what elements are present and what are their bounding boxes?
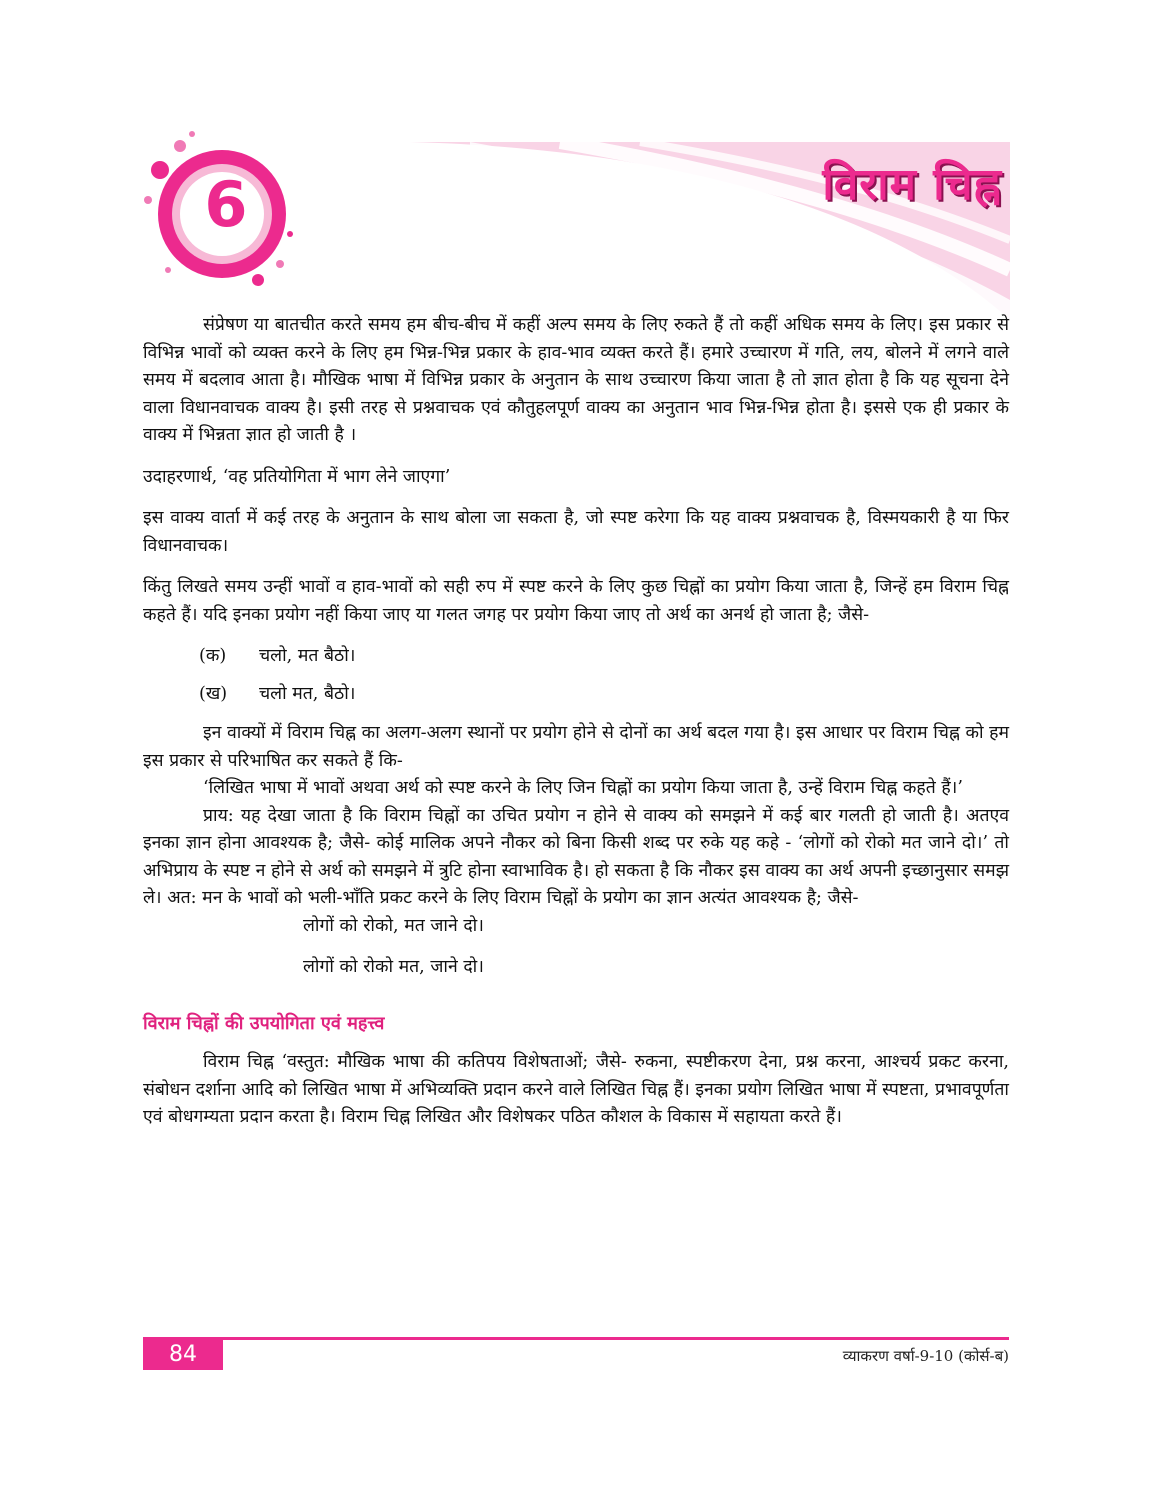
example-label: (ख) <box>199 683 228 704</box>
book-title: व्याकरण वर्षा-9-10 (कोर्स-ब) <box>842 1347 1009 1365</box>
page-number: 84 <box>143 1340 223 1370</box>
example-center-line-2: लोगों को रोको मत, जाने दो। <box>303 957 484 977</box>
paragraph-tone: इस वाक्य वार्ता में कई तरह के अनुतान के साथ बोला जा सकता है, जो स्पष्ट करेगा कि यह वाक्य प्रश्नवाचक है, विस्मयकारी है या फिर विधानवाचक। <box>143 508 1009 556</box>
paragraph-importance: प्राय: यह देखा जाता है कि विराम चिह्नों का उचित प्रयोग न होने से वाक्य को समझने में कई बार गलती हो जाती है। अतएव इनका ज्ञान होना आवश्यक है; जैसे- कोई मालिक अपने नौकर को बिना किसी शब्द पर रुके यह कहे - ‘लोगों को रोको मत जाने दो।’ तो अभिप्राय के स्पष्ट न होने से अर्थ को समझने में त्रुटि होना स्वाभाविक है। हो सकता है कि नौकर इस वाक्य का अर्थ अपनी इच्छानुसार समझ ले। अत: मन के भावों को भली-भाँति प्रकट करने के लिए विराम चिह्नों के प्रयोग का ज्ञान अत्यंत आवश्यक है; जैसे- <box>143 805 1009 908</box>
example-item-a <box>143 643 1009 671</box>
chapter-number: 6 <box>204 168 248 241</box>
paragraph-explanation: इन वाक्यों में विराम चिह्न का अलग-अलग स्थानों पर प्रयोग होने से दोनों का अर्थ बदल गया है। इस आधार पर विराम चिह्न को हम इस प्रकार से परिभाषित कर सकते हैं कि- <box>143 723 1010 771</box>
example-text: चलो, मत बैठो। <box>259 646 356 666</box>
section-heading: विराम चिह्नों की उपयोगिता एवं महत्त्व <box>143 1012 385 1034</box>
paragraph-utility: विराम चिह्न ‘वस्तुत: मौखिक भाषा की कतिपय विशेषताओं; जैसे- रुकना, स्पष्टीकरण देना, प्रश्न करना, आश्चर्य प्रकट करना, संबोधन दर्शाना आदि को लिखित भाषा में अभिव्यक्ति प्रदान करने वाले लिखित चिह्न हैं। इनका प्रयोग लिखित भाषा में स्पष्टता, प्रभावपूर्णता एवं बोधगम्यता प्रदान करता है। विराम चिह्न लिखित और विशेषकर पठित कौशल के विकास में सहायता करते हैं। <box>143 1052 1009 1127</box>
paragraph-intro: संप्रेषण या बातचीत करते समय हम बीच-बीच में कहीं अल्प समय के लिए रुकते हैं तो कहीं अधिक समय के लिए। इस प्रकार से विभिन्न भावों को व्यक्त करने के लिए हम भिन्न-भिन्न प्रकार के हाव-भाव व्यक्त करते हैं। हमारे उच्चारण में गति, लय, बोलने में लगने वाले समय में बदलाव आता है। मौखिक भाषा में विभिन्न प्रकार के अनुतान के साथ उच्चारण किया जाता है तो ज्ञात होता है कि यह सूचना देने वाला विधानवाचक वाक्य है। इसी तरह से प्रश्नवाचक एवं कौतुहलपूर्ण वाक्य का अनुतान भाव भिन्न-भिन्न होता है। इससे एक ही प्रकार के वाक्य में भिन्नता ज्ञात हो जाती है । <box>143 315 1009 445</box>
example-label: (क) <box>199 646 227 666</box>
paragraph-definition-lead: किंतु लिखते समय उन्हीं भावों व हाव-भावों को सही रुप में स्पष्ट करने के लिए कुछ चिह्नों का प्रयोग किया जाता है, जिन्हें हम विराम चिह्न कहते हैं। यदि इनका प्रयोग नहीं किया जाए या गलत जगह पर प्रयोग किया जाए तो अर्थ का अनर्थ हो जाता है; जैसे- <box>143 577 1009 625</box>
example-center-line-1: लोगों को रोको, मत जाने दो। <box>303 915 484 936</box>
footer-divider <box>143 1337 1009 1340</box>
example-item-b <box>143 681 1009 709</box>
chapter-title: विराम चिह्न <box>822 159 1002 210</box>
example-text: चलो मत, बैठो। <box>259 683 356 704</box>
paragraph-definition: ‘लिखित भाषा में भावों अथवा अर्थ को स्पष्ट करने के लिए जिन चिह्नों का प्रयोग किया जाता है, उन्हें विराम चिह्न कहते हैं।’ <box>203 778 963 798</box>
page-content <box>143 312 1009 1146</box>
paragraph-example-intro: उदाहरणार्थ, ‘वह प्रतियोगिता में भाग लेने जाएगा’ <box>143 466 451 487</box>
